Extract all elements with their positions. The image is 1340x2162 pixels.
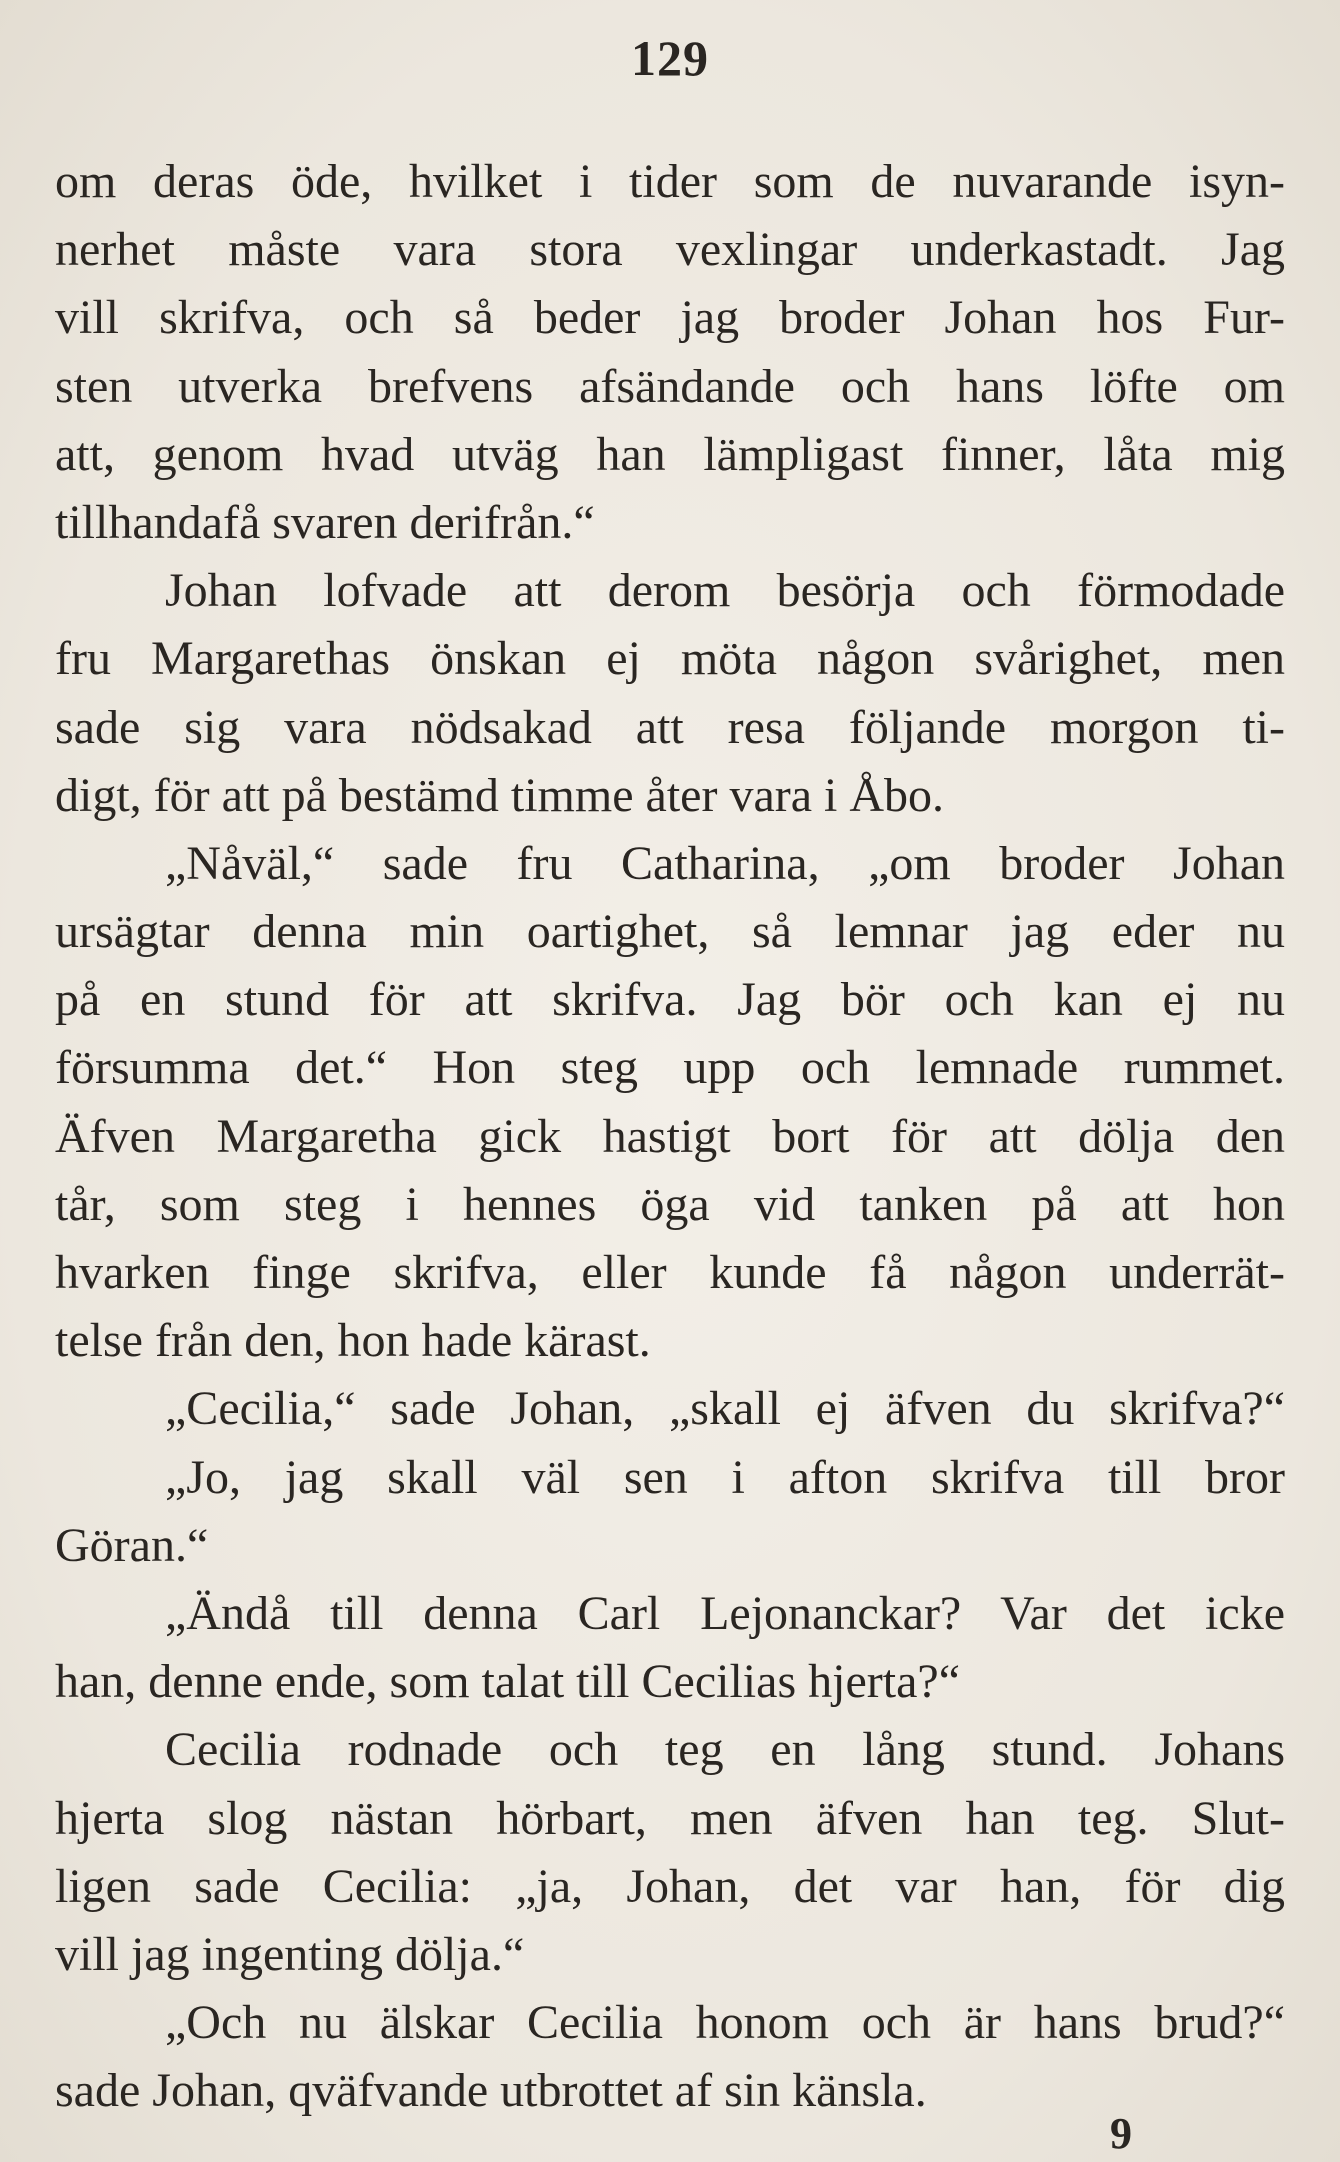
page-number: 129 (631, 30, 709, 86)
text-line: sten utverka brefvens afsändande och hans löfte om (55, 359, 1285, 413)
body-text (55, 148, 1285, 2125)
text-line: på en stund för att skrifva. Jag bör och kan ej nu (55, 973, 1285, 1027)
text-line: ursägtar denna min oartighet, så lemnar jag eder nu (55, 905, 1285, 959)
text-line: han, denne ende, som talat till Cecilias hjerta?“ (55, 1655, 960, 1709)
text-line: att, genom hvad utväg han lämpligast finner, låta mig (55, 427, 1285, 481)
signature-mark: 9 (1110, 2109, 1132, 2158)
text-line: Johan lofvade att derom besörja och förmodade (165, 564, 1285, 618)
text-line: Äfven Margaretha gick hastigt bort för att dölja den (55, 1109, 1285, 1163)
text-line: „Cecilia,“ sade Johan, „skall ej äfven du skrifva?“ (165, 1382, 1285, 1436)
text-line: vill jag ingenting dölja.“ (55, 1927, 525, 1981)
text-line: sade sig vara nödsakad att resa följande morgon ti- (55, 700, 1285, 754)
text-line: „Ändå till denna Carl Lejonanckar? Var det icke (165, 1586, 1285, 1640)
text-line: hvarken finge skrifva, eller kunde få någon underrät- (55, 1246, 1285, 1299)
text-line: hjerta slog nästan hörbart, men äfven han teg. Slut- (55, 1791, 1285, 1845)
text-line: telse från den, hon hade kärast. (55, 1314, 651, 1368)
text-line: om deras öde, hvilket i tider som de nuvarande isyn- (55, 155, 1285, 208)
text-line: Göran.“ (55, 1518, 209, 1572)
text-line: fru Margarethas önskan ej möta någon svårighet, men (55, 632, 1285, 686)
text-line: „Nåväl,“ sade fru Catharina, „om broder Johan (165, 836, 1285, 890)
text-line: tår, som steg i hennes öga vid tanken på att hon (55, 1177, 1285, 1231)
text-line: tillhandafå svaren derifrån.“ (55, 495, 595, 549)
text-line: nerhet måste vara stora vexlingar underkastadt. Jag (55, 223, 1285, 277)
text-line: digt, för att på bestämd timme åter vara i Åbo. (55, 768, 945, 822)
text-line: sade Johan, qväfvande utbrottet af sin känsla. (55, 2064, 927, 2118)
text-line: vill skrifva, och så beder jag broder Johan hos Fur- (55, 291, 1285, 345)
text-line: ligen sade Cecilia: „ja, Johan, det var han, för dig (55, 1859, 1285, 1913)
text-line: „Och nu älskar Cecilia honom och är hans brud?“ (165, 1996, 1285, 2050)
text-line: försumma det.“ Hon steg upp och lemnade rummet. (55, 1041, 1285, 1095)
text-line: „Jo, jag skall väl sen i afton skrifva till bror (165, 1450, 1285, 1504)
text-line: Cecilia rodnade och teg en lång stund. Johans (165, 1723, 1285, 1777)
